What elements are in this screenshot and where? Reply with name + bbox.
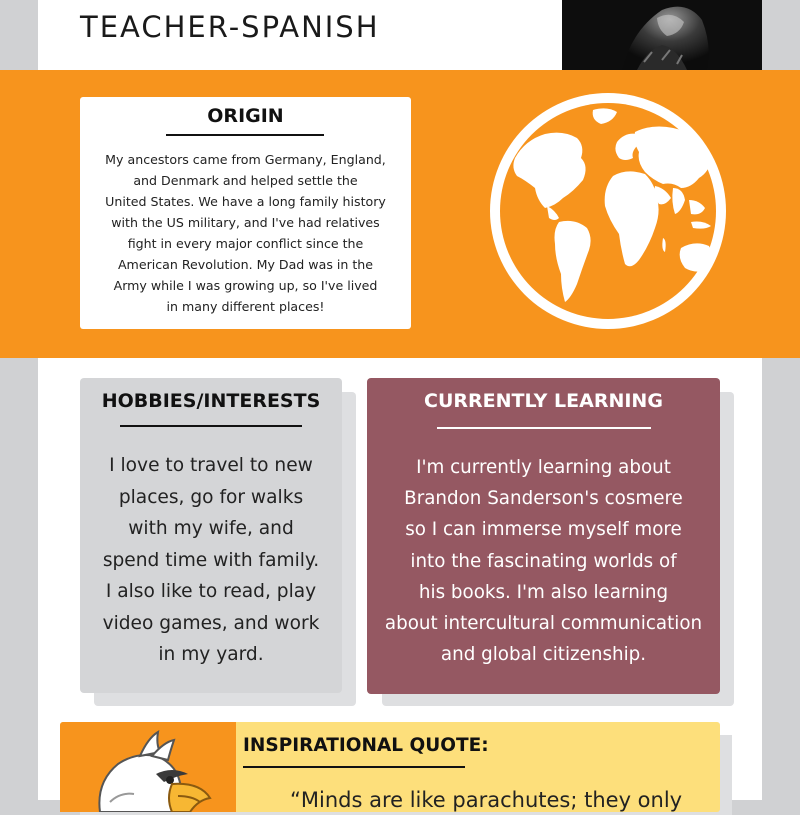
currently-learning-text [373,452,714,670]
hobbies-heading-underline [120,425,302,427]
origin-card [80,97,411,329]
quote-heading: INSPIRATIONAL QUOTE: [243,735,489,756]
hobbies-heading: HOBBIES/INTERESTS [101,390,321,412]
origin-line: with the US military, and I've had relatives [111,215,380,230]
learning-line: I'm currently learning about [416,457,671,478]
learning-line: about intercultural communication [384,613,703,635]
learning-line: so I can immerse myself more [405,519,682,541]
hobbies-line: with my wife, and [128,518,294,539]
quote-heading-underline [243,766,465,768]
hobbies-line: I love to travel to new [109,455,313,476]
hobbies-line: in my yard. [158,644,264,665]
hobbies-line: places, go for walks [118,486,304,508]
hobbies-line: video games, and work [102,612,320,634]
hobbies-line: spend time with family. [102,549,320,571]
origin-line: American Revolution. My Dad was in the [117,257,374,272]
profile-photo-image [562,0,762,70]
profile-photo [562,0,762,70]
page-title: TEACHER-SPANISH [80,10,380,44]
eagle-mascot-icon [60,722,236,812]
origin-heading-underline [166,134,324,136]
origin-line: fight in every major conflict since the [127,236,364,251]
origin-line: My ancestors came from Germany, England, [105,152,386,167]
hobbies-text [90,450,332,671]
hobbies-card [80,378,342,693]
learning-line: his books. I'm also learning [418,581,669,603]
origin-line: in many different places! [166,299,325,314]
origin-heading: ORIGIN [207,105,284,127]
currently-learning-underline [437,427,651,429]
origin-text [92,149,399,317]
learning-line: into the fascinating worlds of [410,550,677,572]
currently-learning-card [367,378,720,694]
eagle-mascot-panel [60,722,236,812]
origin-line: and Denmark and helped settle the [133,173,358,188]
hobbies-line: I also like to read, play [105,581,317,602]
currently-learning-heading: CURRENTLY LEARNING [424,390,663,412]
origin-line: United States. We have a long family history [105,194,386,209]
learning-line: and global citizenship. [440,644,647,666]
origin-line: Army while I was growing up, so I've lived [113,278,378,293]
learning-line: Brandon Sanderson's cosmere [404,488,683,510]
globe-icon [485,88,731,334]
quote-text: “Minds are like parachutes; they only [290,788,683,812]
